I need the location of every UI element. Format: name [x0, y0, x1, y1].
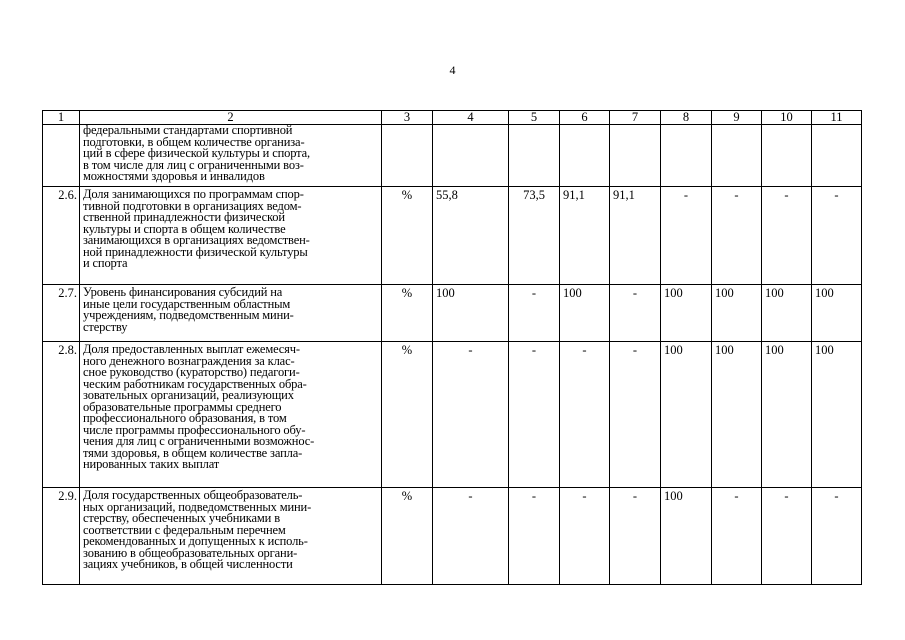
description-line: числе программы профессионального обу- — [83, 422, 306, 437]
description-line: в том числе для лиц с ограниченными воз- — [83, 157, 304, 172]
description-line: чения для лиц с ограниченными возможнос- — [83, 434, 315, 448]
description-line: подготовки, в общем количестве организа- — [83, 134, 305, 149]
value-cell: - — [812, 488, 862, 585]
header-cell: 6 — [560, 111, 610, 125]
description-line: тями здоровья, в общем количестве запла- — [83, 445, 303, 460]
table-row — [43, 125, 862, 187]
value-cell: 100 — [661, 342, 712, 488]
value-cell: - — [610, 285, 661, 342]
page-number: 4 — [449, 63, 456, 77]
row-description — [80, 187, 382, 285]
value-cell: - — [610, 342, 661, 488]
value-cell: 100 — [762, 342, 812, 488]
value-cell: - — [433, 342, 509, 488]
value-cell: - — [812, 187, 862, 285]
value-cell: 100 — [762, 285, 812, 342]
table-row — [43, 285, 862, 342]
value-cell — [560, 125, 610, 187]
value-cell: - — [712, 187, 762, 285]
row-number — [43, 125, 80, 187]
table-row — [43, 488, 862, 585]
header-cell: 8 — [661, 111, 712, 125]
row-unit: % — [382, 285, 433, 342]
description-line: иные цели государственным областным — [83, 296, 291, 311]
row-description — [80, 125, 382, 187]
description-line: стерству, обеспеченных учебниками в — [83, 511, 280, 525]
description-line: занимающихся в организациях ведомствен- — [83, 233, 310, 247]
header-cell: 1 — [43, 111, 80, 125]
value-cell: - — [560, 342, 610, 488]
description-line: можностями здоровья и инвалидов — [83, 169, 265, 183]
value-cell: 100 — [712, 285, 762, 342]
value-cell: - — [661, 187, 712, 285]
value-cell: 100 — [712, 342, 762, 488]
value-cell: - — [560, 488, 610, 585]
description-line: зовательных организаций, реализующих — [83, 388, 294, 402]
row-unit: % — [382, 488, 433, 585]
header-cell: 7 — [610, 111, 661, 125]
description-line: ческим работникам государственных обра- — [83, 376, 307, 391]
value-cell — [509, 125, 560, 187]
header-cell: 10 — [762, 111, 812, 125]
value-cell — [762, 125, 812, 187]
header-cell: 2 — [80, 111, 382, 125]
value-cell: 100 — [560, 285, 610, 342]
value-cell: 100 — [812, 285, 862, 342]
value-cell: 91,1 — [610, 187, 661, 285]
value-cell: 100 — [661, 285, 712, 342]
description-line: стерству — [83, 319, 128, 334]
row-number: 2.7. — [43, 285, 80, 342]
description-line: зованию в общеобразовательных органи- — [83, 545, 298, 560]
value-cell — [812, 125, 862, 187]
description-line: ных организаций, подведомственных мини- — [83, 499, 312, 514]
indicators-table — [42, 110, 862, 585]
description-line: профессионального образования, в том — [83, 411, 287, 425]
header-cell: 4 — [433, 111, 509, 125]
description-line: образовательные программы среднего — [83, 399, 282, 414]
description-line: тивной подготовки в организациях ведом- — [83, 198, 302, 213]
row-description — [80, 488, 382, 585]
value-cell: - — [762, 488, 812, 585]
description-line: ного денежного вознаграждения за клас- — [83, 353, 295, 368]
description-line: культуры и спорта в общем количестве — [83, 221, 286, 236]
description-line: Доля занимающихся по программам спор- — [83, 187, 304, 201]
row-description — [80, 285, 382, 342]
value-cell — [610, 125, 661, 187]
value-cell: 91,1 — [560, 187, 610, 285]
description-line: учреждениям, подведомственным мини- — [83, 308, 294, 322]
value-cell — [433, 125, 509, 187]
value-cell: 100 — [661, 488, 712, 585]
table-header-row — [43, 111, 862, 125]
value-cell — [712, 125, 762, 187]
description-line: Уровень финансирования субсидий на — [83, 285, 283, 299]
row-unit — [382, 125, 433, 187]
row-unit: % — [382, 342, 433, 488]
description-line: Доля государственных общеобразователь- — [83, 488, 303, 502]
row-number: 2.6. — [43, 187, 80, 285]
row-number: 2.9. — [43, 488, 80, 585]
description-line: сное руководство (кураторство) педагоги- — [83, 365, 300, 379]
header-cell: 11 — [812, 111, 862, 125]
header-cell: 3 — [382, 111, 433, 125]
row-description — [80, 342, 382, 488]
value-cell: 55,8 — [433, 187, 509, 285]
description-line: нированных таких выплат — [83, 457, 220, 471]
table-row — [43, 187, 862, 285]
description-line: и спорта — [83, 256, 128, 270]
header-cell: 9 — [712, 111, 762, 125]
header-cell: 5 — [509, 111, 560, 125]
description-line: ственной принадлежности физической — [83, 210, 285, 224]
value-cell: - — [509, 342, 560, 488]
value-cell: - — [433, 488, 509, 585]
value-cell — [661, 125, 712, 187]
description-line: соответствии с федеральным перечнем — [83, 522, 286, 537]
description-line: ной принадлежности физической культуры — [83, 244, 308, 259]
table-row — [43, 342, 862, 488]
row-unit: % — [382, 187, 433, 285]
value-cell: - — [509, 285, 560, 342]
value-cell: 100 — [812, 342, 862, 488]
row-number: 2.8. — [43, 342, 80, 488]
description-line: федеральными стандартами спортивной — [83, 124, 293, 137]
value-cell: 100 — [433, 285, 509, 342]
description-line: рекомендованных и допущенных к исполь- — [83, 534, 308, 548]
description-line: Доля предоставленных выплат ежемесяч- — [83, 342, 300, 356]
value-cell: - — [712, 488, 762, 585]
description-line: ций в сфере физической культуры и спорта, — [83, 146, 311, 160]
value-cell: - — [762, 187, 812, 285]
value-cell: - — [509, 488, 560, 585]
description-line: зациях учебников, в общей численности — [83, 557, 293, 571]
value-cell: 73,5 — [509, 187, 560, 285]
value-cell: - — [610, 488, 661, 585]
